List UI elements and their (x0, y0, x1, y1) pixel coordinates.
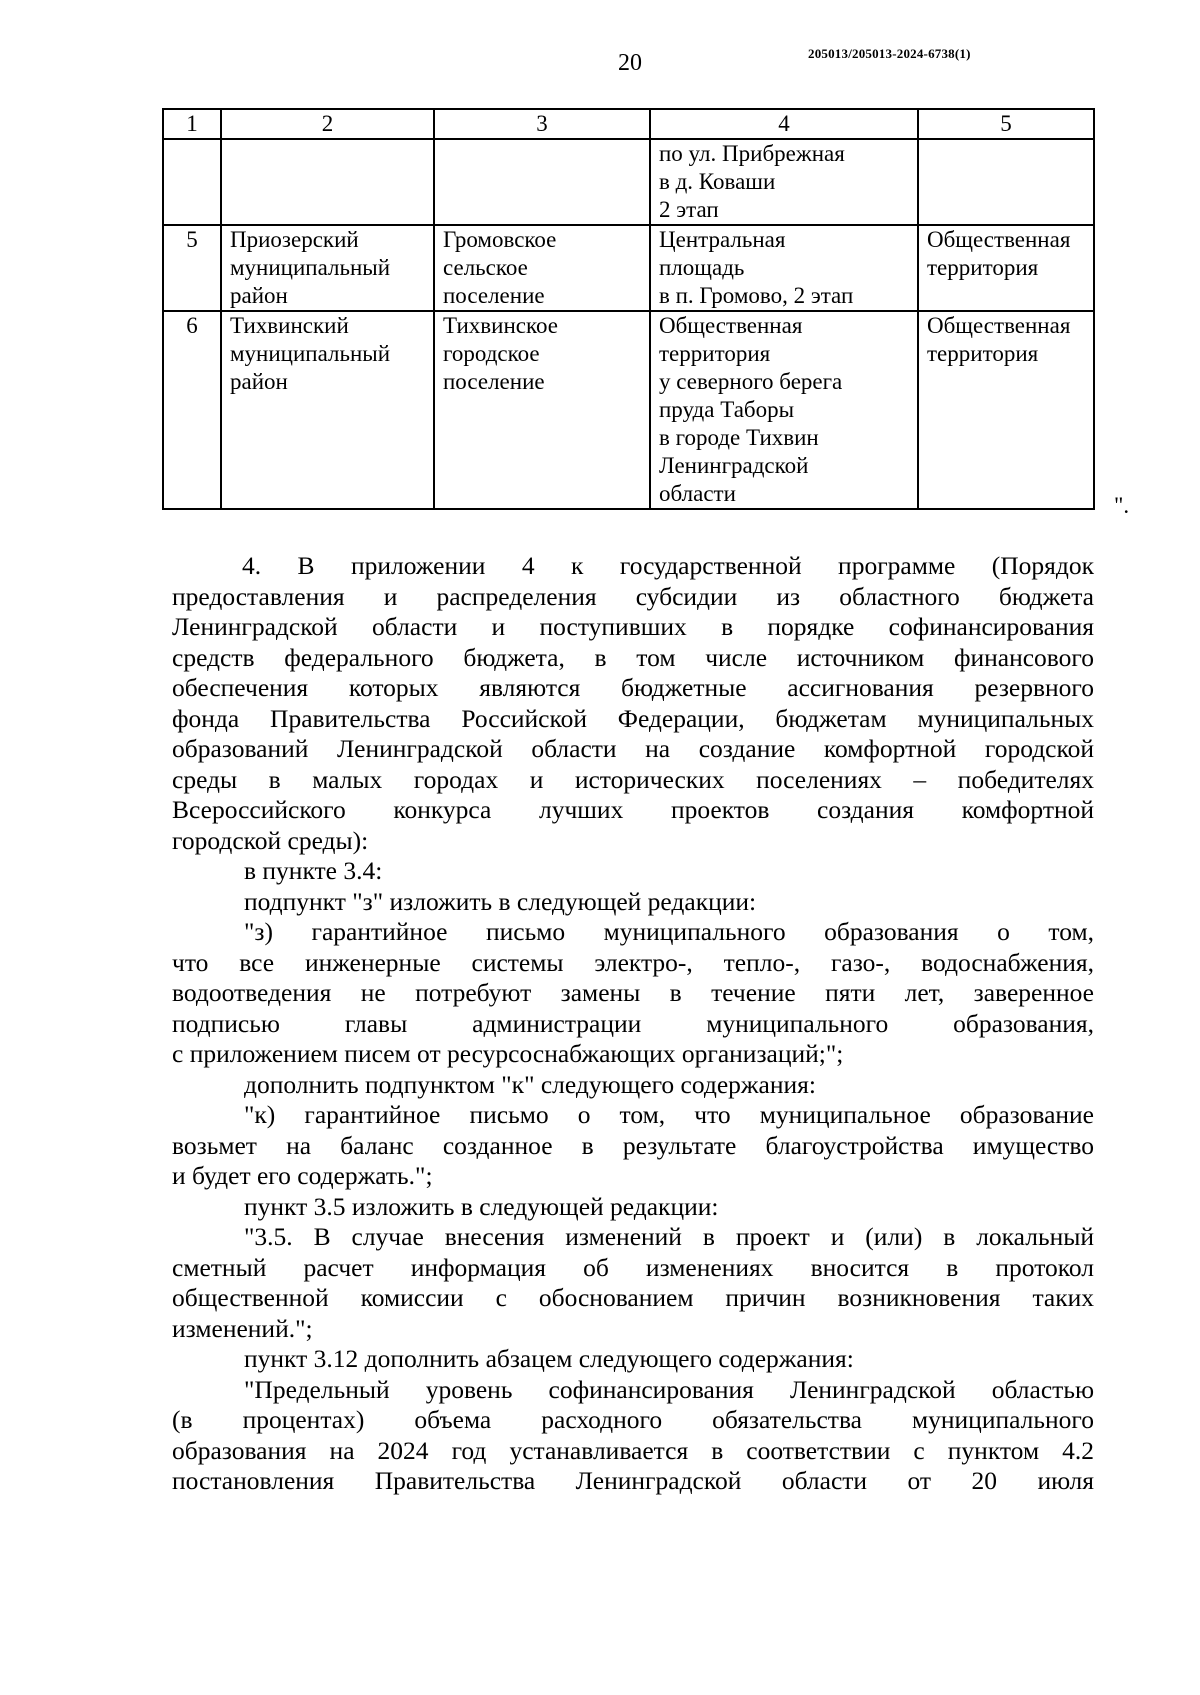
text-line: средств федерального бюджета, в том числе источником финансового (172, 642, 1094, 672)
text-line: что все инженерные системы электро-, тепло-, газо-, водоснабжения, (172, 947, 1094, 977)
cell-line: Ленинградской (659, 453, 809, 478)
text-line: дополнить подпунктом "к" следующего содержания: (244, 1069, 816, 1099)
column-header: 1 (163, 109, 221, 139)
cell-line: район (230, 369, 288, 394)
cell-line: в п. Громово, 2 этап (659, 283, 854, 308)
cell-line: области (659, 481, 736, 506)
cell-line: Громовское (443, 227, 557, 252)
cell-settlement (434, 225, 650, 311)
closing-quote: ". (1114, 493, 1130, 518)
text-line: среды в малых городах и исторических поселениях – победителях (172, 764, 1094, 794)
cell-line: пруда Таборы (659, 397, 795, 422)
body-text (172, 551, 1094, 1497)
text-line: предоставления и распределения субсидии из областного бюджета (172, 581, 1094, 611)
cell-line: Общественная (927, 313, 1071, 338)
cell-type (918, 311, 1094, 509)
cell-object (650, 139, 918, 225)
text-line: пункт 3.12 дополнить абзацем следующего содержания: (244, 1344, 854, 1373)
text-line: городской среды): (172, 825, 369, 855)
cell-line: городское (443, 341, 540, 366)
text-line: с приложением писем от ресурсоснабжающих организаций;"; (172, 1039, 844, 1068)
cell-line: Тихвинское (443, 313, 558, 338)
table-header-row (163, 109, 1094, 139)
cell-line: территория (927, 255, 1039, 280)
cell-line: у северного берега (659, 369, 843, 394)
cell-district (221, 139, 434, 225)
column-header: 5 (918, 109, 1094, 139)
text-line: в пункте 3.4: (244, 856, 383, 885)
cell-line: территория (659, 341, 771, 366)
row-number (163, 139, 221, 225)
text-line: "3.5. В случае внесения изменений в проект и (или) в локальный (244, 1222, 1094, 1251)
text-line: сметный расчет информация об изменениях вносится в протокол (172, 1252, 1094, 1282)
cell-object (650, 311, 918, 509)
text-line: возьмет на баланс созданное в результате благоустройства имущество (172, 1130, 1094, 1160)
column-header: 2 (221, 109, 434, 139)
cell-line: Центральная (659, 227, 786, 252)
page-number: 20 (618, 50, 642, 76)
objects-table (162, 108, 1095, 510)
cell-type (918, 139, 1094, 225)
cell-line: Приозерский (230, 227, 359, 252)
row-number: 5 (163, 225, 221, 311)
cell-line: 2 этап (659, 197, 719, 222)
text-line: Ленинградской области и поступивших в порядке софинансирования (172, 612, 1094, 641)
text-line: Всероссийского конкурса лучших проектов создания комфортной (172, 795, 1094, 824)
text-line: обеспечения которых являются бюджетные ассигнования резервного (172, 673, 1094, 702)
cell-line: поселение (443, 369, 545, 394)
row-number: 6 (163, 311, 221, 509)
cell-line: в д. Коваши (659, 169, 776, 194)
cell-line: Тихвинский (230, 313, 349, 338)
cell-line: Общественная (927, 227, 1071, 252)
text-line: общественной комиссии с обоснованием причин возникновения таких (172, 1283, 1094, 1312)
cell-line: по ул. Прибрежная (659, 141, 845, 166)
cell-object (650, 225, 918, 311)
text-line: "Предельный уровень софинансирования Ленинградской областью (244, 1374, 1094, 1404)
column-header: 3 (434, 109, 650, 139)
cell-line: муниципальный (230, 255, 391, 280)
text-line: фонда Правительства Российской Федерации, бюджетам муниципальных (172, 703, 1094, 733)
cell-type (918, 225, 1094, 311)
cell-district (221, 225, 434, 311)
text-line: пункт 3.5 изложить в следующей редакции: (244, 1191, 719, 1221)
text-line: (в процентах) объема расходного обязательства муниципального (172, 1405, 1094, 1434)
text-line: изменений."; (172, 1313, 313, 1343)
table-row (163, 311, 1094, 509)
document-code: 205013/205013-2024-6738(1) (808, 46, 971, 61)
text-line: постановления Правительства Ленинградской области от 20 июля (172, 1466, 1094, 1495)
cell-line: в городе Тихвин (659, 425, 819, 450)
cell-line: район (230, 283, 288, 308)
cell-settlement (434, 311, 650, 509)
text-line: и будет его содержать."; (172, 1161, 433, 1190)
text-line: "з) гарантийное письмо муниципального образования о том, (244, 917, 1094, 946)
text-line: подпункт "з" изложить в следующей редакции: (244, 886, 757, 916)
cell-line: поселение (443, 283, 545, 308)
text-line: подписью главы администрации муниципального образования, (172, 1008, 1094, 1038)
text-line: образования на 2024 год устанавливается в соответствии с пунктом 4.2 (172, 1435, 1094, 1465)
text-line: водоотведения не потребуют замены в течение пяти лет, заверенное (172, 978, 1094, 1007)
table-row (163, 225, 1094, 311)
cell-district (221, 311, 434, 509)
text-line: образований Ленинградской области на создание комфортной городской (172, 734, 1094, 763)
cell-line: муниципальный (230, 341, 391, 366)
cell-line: сельское (443, 255, 528, 280)
table-row (163, 139, 1094, 225)
cell-line: территория (927, 341, 1039, 366)
text-line: "к) гарантийное письмо о том, что муниципальное образование (244, 1100, 1094, 1129)
cell-settlement (434, 139, 650, 225)
column-header: 4 (650, 109, 918, 139)
cell-line: Общественная (659, 313, 803, 338)
cell-line: площадь (659, 255, 745, 280)
text-line: 4. В приложении 4 к государственной программе (Порядок (242, 551, 1094, 580)
